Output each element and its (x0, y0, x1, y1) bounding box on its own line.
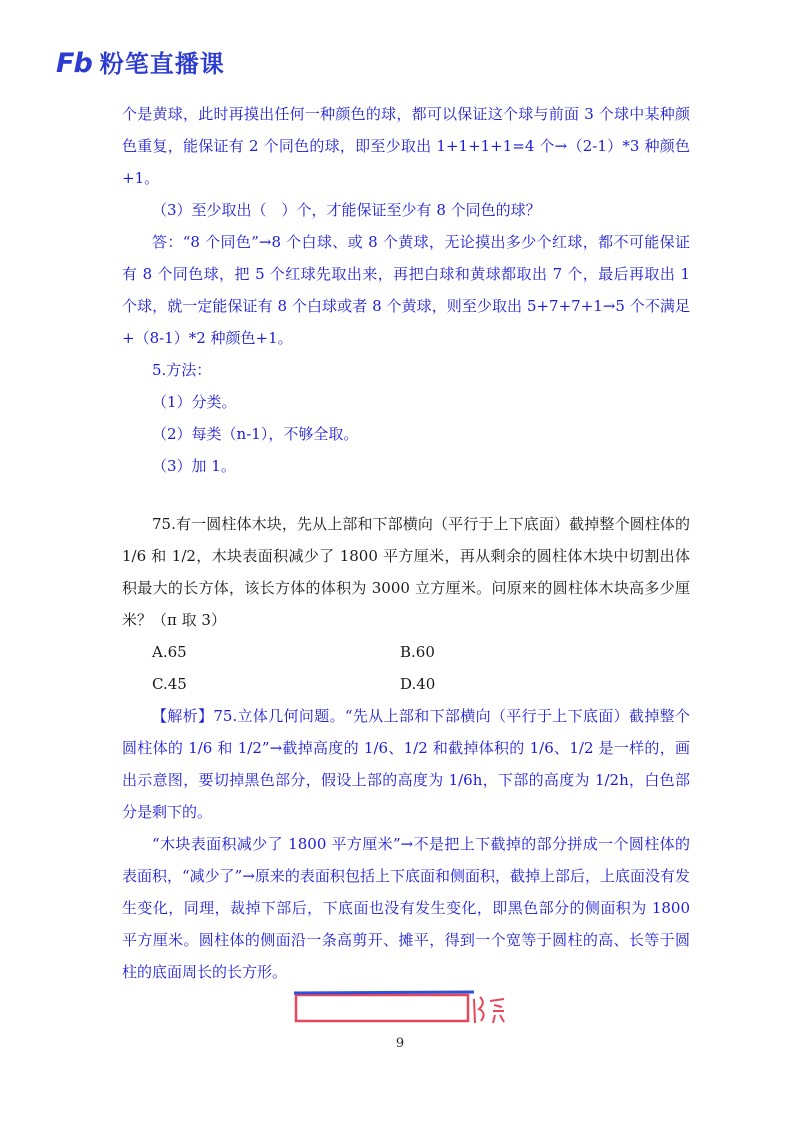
q3-answer: 答：“8 个同色”→8 个白球、或 8 个黄球，无论摸出多少个红球，都不可能保证有 8 个同色球，把 5 个红球先取出来，再把白球和黄球都取出 7 个，最后再取出 1 个球，就一定能保证有 8 个白球或者 8 个黄球，则至少取出 5+7+7+1→5 个不满足+（8-1）*2 种颜色+1。 (122, 233, 690, 347)
intro-paragraph: 个是黄球，此时再摸出任何一种颜色的球，都可以保证这个球与前面 3 个球中某种颜色重复，能保证有 2 个同色的球，即至少取出 1+1+1+1=4 个→（2-1）*3 种颜色+1。 (122, 105, 690, 187)
method-item-1: （1）分类。 (152, 393, 237, 411)
q3-question: （3）至少取出（ ）个，才能保证至少有 8 个同色的球？ (152, 201, 541, 219)
brand-name: 粉笔直播课 (99, 49, 225, 78)
options-row-1 (122, 636, 690, 668)
page-number: 9 (395, 1036, 405, 1051)
question-75: 75.有一圆柱体木块，先从上部和下部横向（平行于上下底面）截掉整个圆柱体的 1/6 和 1/2，木块表面积减少了 1800 平方厘米，再从剩余的圆柱体木块中切割出体积最大的长方体，该长方体的体积为 3000 立方厘米。问原来的圆柱体木块高多少厘米？（π 取 3） (122, 515, 690, 629)
option-b: B.60 (400, 643, 435, 661)
options-row-2 (122, 668, 690, 700)
spacer (122, 482, 690, 508)
option-c: C.45 (152, 675, 187, 693)
fb-logo-icon: Fb (56, 48, 92, 79)
sketch-scribble (474, 997, 504, 1023)
handwritten-sketch (290, 985, 520, 1030)
method-item-3: （3）加 1。 (152, 457, 236, 475)
sketch-rectangle (296, 995, 468, 1021)
brand-logo (56, 50, 225, 77)
method-item-2: （2）每类（n-1），不够全取。 (152, 425, 359, 443)
option-d: D.40 (400, 675, 436, 693)
analysis-paragraph-2: “木块表面积减少了 1800 平方厘米”→不是把上下截掉的部分拼成一个圆柱体的表面积，“减少了”→原来的表面积包括上下底面和侧面积，截掉上部后，上底面没有发生变化，同理，裁掉下部后，下底面也没有发生变化，即黑色部分的侧面积为 1800 平方厘米。圆柱体的侧面沿一条高剪开、摊平，得到一个宽等于圆柱的高、长等于圆柱的底面周长的长方形。 (122, 835, 690, 981)
analysis-paragraph-1: 【解析】75.立体几何问题。“先从上部和下部横向（平行于上下底面）截掉整个圆柱体的 1/6 和 1/2”→截掉高度的 1/6、1/2 和截掉体积的 1/6、1/2 是一样的，画出示意图，要切掉黑色部分，假设上部的高度为 1/6h，下部的高度为 1/2h，白色部分是剩下的。 (122, 707, 690, 821)
method-title: 5.方法： (152, 361, 212, 379)
option-a: A.65 (152, 643, 187, 661)
sketch-top-line (294, 992, 474, 993)
page-content (122, 98, 690, 988)
